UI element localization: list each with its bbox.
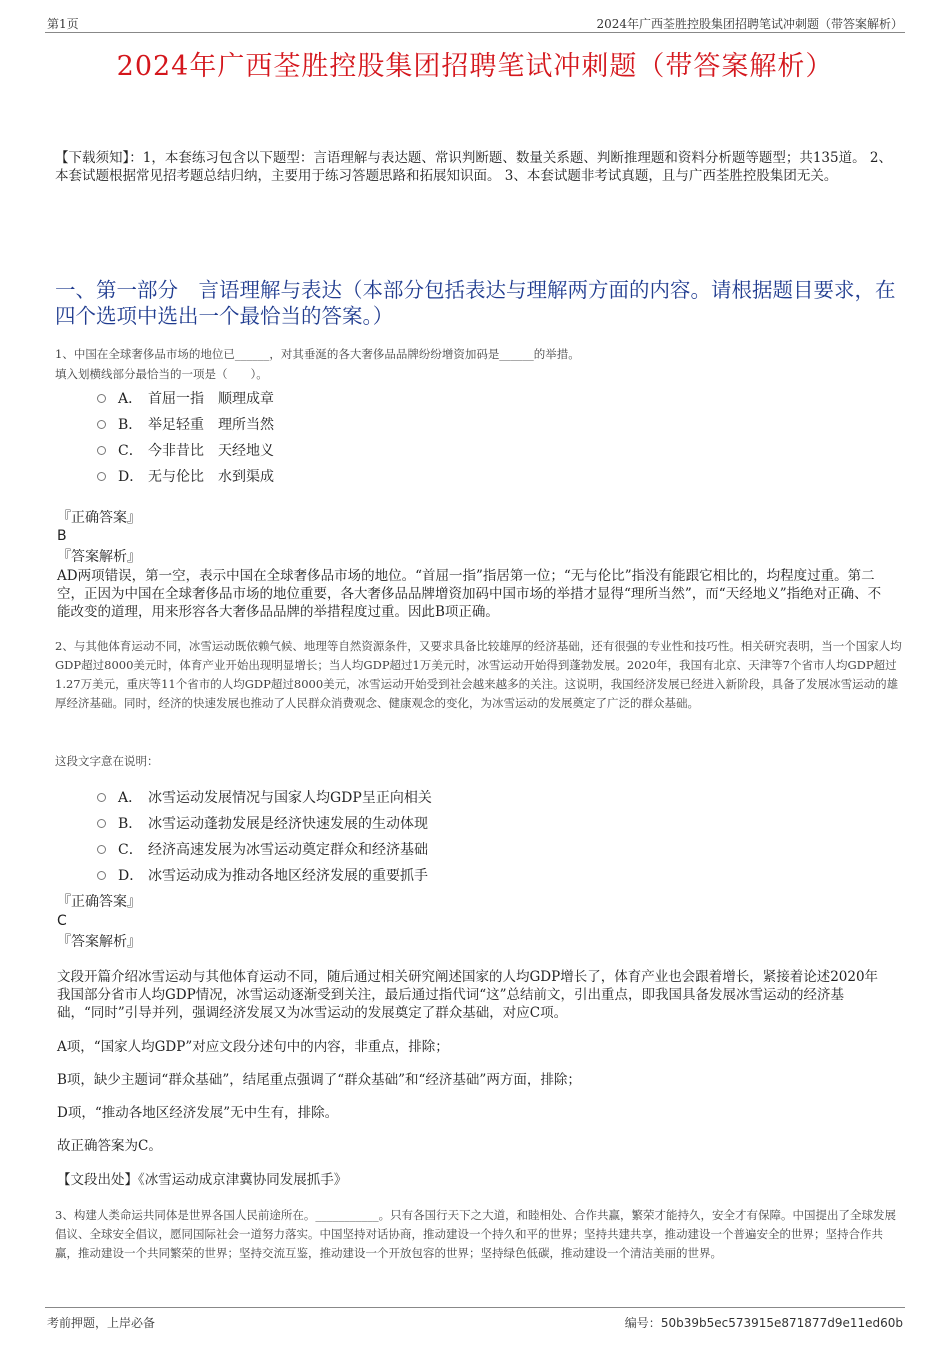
running-title: 2024年广西荃胜控股集团招聘笔试冲刺题（带答案解析） bbox=[596, 17, 903, 31]
radio-icon[interactable] bbox=[97, 819, 106, 828]
option-label: B． bbox=[118, 417, 143, 433]
header-divider bbox=[45, 32, 905, 33]
option-d[interactable] bbox=[97, 465, 274, 487]
radio-icon[interactable] bbox=[97, 793, 106, 802]
option-b[interactable] bbox=[97, 413, 274, 435]
option-label: D． bbox=[118, 868, 144, 884]
radio-icon[interactable] bbox=[97, 845, 106, 854]
option-label: B． bbox=[118, 816, 143, 832]
question-1-options bbox=[97, 387, 274, 487]
option-text: 经济高速发展为冰雪运动奠定群众和经济基础 bbox=[148, 842, 428, 858]
option-text: 冰雪运动发展情况与国家人均GDP呈正向相关 bbox=[148, 790, 432, 806]
footer-slogan: 考前押题，上岸必备 bbox=[47, 1316, 156, 1330]
option-a[interactable] bbox=[97, 786, 432, 808]
analysis-text: AD两项错误，第一空，表示中国在全球奢侈品市场的地位。“首屈一指”指居第一位；“无与伦比”指没有能跟它相比的，均程度过重。第二空，正因为中国在全球奢侈品市场的地位重要，各大奢侈品品牌增资加码中国市场的举措才显得“理所当然”，而“天经地义”指绝对正确、不能改变的道理，用来形容各大奢侈品品牌的举措程度过重。因此B项正确。 bbox=[57, 568, 882, 620]
option-text: 无与伦比 水到渠成 bbox=[148, 469, 274, 485]
radio-icon[interactable] bbox=[97, 446, 106, 455]
question-1-prompt: 填入划横线部分最恰当的一项是（ ）。 bbox=[55, 367, 268, 381]
option-label: C． bbox=[118, 443, 143, 459]
footer-divider bbox=[45, 1307, 905, 1308]
option-label: A． bbox=[118, 391, 143, 407]
option-text: 冰雪运动成为推动各地区经济发展的重要抓手 bbox=[148, 868, 428, 884]
question-2-stem: 2、与其他体育运动不同，冰雪运动既依赖气候、地理等自然资源条件，又要求具备比较雄厚的经济基础，还有很强的专业性和技巧性。相关研究表明，当一个国家人均GDP超过8000美元时，体育产业开始出现明显增长；当人均GDP超过1万美元时，冰雪运动开始得到蓬勃发展。2020年，我国有北京、天津等7个省市人均GDP超过1.27万美元，重庆等11个省市的人均GDP超过8000美元，冰雪运动开始受到社会越来越多的关注。这说明，我国经济发展已经进入新阶段，具备了发展冰雪运动的雄厚经济基础。同时，经济的快速发展也推动了人民群众消费观念、健康观念的变化，为冰雪运动的发展奠定了广泛的群众基础。 bbox=[55, 639, 902, 710]
question-3-stem: 3、构建人类命运共同体是世界各国人民前途所在。___________。只有各国行天下之大道，和睦相处、合作共赢，繁荣才能持久，安全才有保障。中国提出了全球发展倡议、全球安全倡议，愿同国际社会一道努力落实。中国坚持对话协商，推动建设一个持久和平的世界；坚持共建共享，推动建设一个普遍安全的世界；坚持合作共赢，推动建设一个共同繁荣的世界；坚持交流互鉴，推动建设一个开放包容的世界；坚持绿色低碳，推动建设一个清洁美丽的世界。 bbox=[55, 1208, 897, 1260]
option-label: D． bbox=[118, 469, 144, 485]
option-c[interactable] bbox=[97, 439, 274, 461]
option-label: C． bbox=[118, 842, 143, 858]
option-a[interactable] bbox=[97, 387, 274, 409]
radio-icon[interactable] bbox=[97, 420, 106, 429]
option-b[interactable] bbox=[97, 812, 432, 834]
analysis-paragraph: 故正确答案为C。 bbox=[57, 1138, 162, 1154]
answer-label: 『正确答案』 bbox=[57, 894, 141, 910]
answer-label: 『正确答案』 bbox=[57, 510, 141, 526]
document-code bbox=[625, 1314, 903, 1331]
question-1-stem: 1、中国在全球奢侈品市场的地位已______，对其垂涎的各大奢侈品品牌纷纷增资加码是______的举措。 bbox=[55, 347, 580, 361]
analysis-paragraph: A项，“国家人均GDP”对应文段分述句中的内容，非重点，排除； bbox=[57, 1039, 449, 1055]
analysis-paragraph: 文段开篇介绍冰雪运动与其他体育运动不同，随后通过相关研究阐述国家的人均GDP增长了，体育产业也会跟着增长，紧接着论述2020年我国部分省市人均GDP情况，冰雪运动逐渐受到关注，最后通过指代词“这”总结前文，引出重点，即我国具备发展冰雪运动的经济基础，“同时”引导并列，强调经济发展又为冰雪运动的发展奠定了群众基础，对应C项。 bbox=[57, 969, 879, 1021]
analysis-paragraph: B项，缺少主题词“群众基础”，结尾重点强调了“群众基础”和“经济基础”两方面，排除； bbox=[57, 1072, 581, 1088]
question-2-prompt: 这段文字意在说明： bbox=[55, 754, 159, 768]
section-heading: 一、第一部分 言语理解与表达（本部分包括表达与理解两方面的内容。请根据题目要求，在四个选项中选出一个最恰当的答案。） bbox=[55, 278, 896, 328]
source-citation: 【文段出处】《冰雪运动成京津冀协同发展抓手》 bbox=[57, 1172, 348, 1188]
option-d[interactable] bbox=[97, 864, 432, 886]
download-notice: 【下载须知】：1，本套练习包含以下题型：言语理解与表达题、常识判断题、数量关系题、判断推理题和资料分析题等题型；共135道。 2、本套试题根据常见招考题总结归纳，主要用于练习答题思路和拓展知识面。 3、本套试题非考试真题，且与广西荃胜控股集团无关。 bbox=[55, 150, 892, 184]
option-c[interactable] bbox=[97, 838, 432, 860]
analysis-label: 『答案解析』 bbox=[57, 549, 141, 565]
option-text: 首屈一指 顺理成章 bbox=[148, 391, 274, 407]
option-text: 举足轻重 理所当然 bbox=[148, 417, 274, 433]
option-text: 冰雪运动蓬勃发展是经济快速发展的生动体现 bbox=[148, 816, 428, 832]
analysis-paragraph: D项，“推动各地区经济发展”无中生有，排除。 bbox=[57, 1105, 339, 1121]
analysis-label: 『答案解析』 bbox=[57, 934, 141, 950]
answer-value: C bbox=[57, 913, 67, 929]
radio-icon[interactable] bbox=[97, 394, 106, 403]
answer-value: B bbox=[57, 528, 67, 544]
document-title: 2024年广西荃胜控股集团招聘笔试冲刺题（带答案解析） bbox=[116, 51, 834, 82]
question-2-options bbox=[97, 786, 432, 886]
code-value: 50b39b5ec573915e871877d9e11ed60b bbox=[660, 1316, 903, 1330]
radio-icon[interactable] bbox=[97, 871, 106, 880]
radio-icon[interactable] bbox=[97, 472, 106, 481]
code-label: 编号： bbox=[624, 1316, 661, 1330]
option-text: 今非昔比 天经地义 bbox=[148, 443, 274, 459]
option-label: A． bbox=[118, 790, 143, 806]
page-number: 第1页 bbox=[47, 17, 79, 31]
